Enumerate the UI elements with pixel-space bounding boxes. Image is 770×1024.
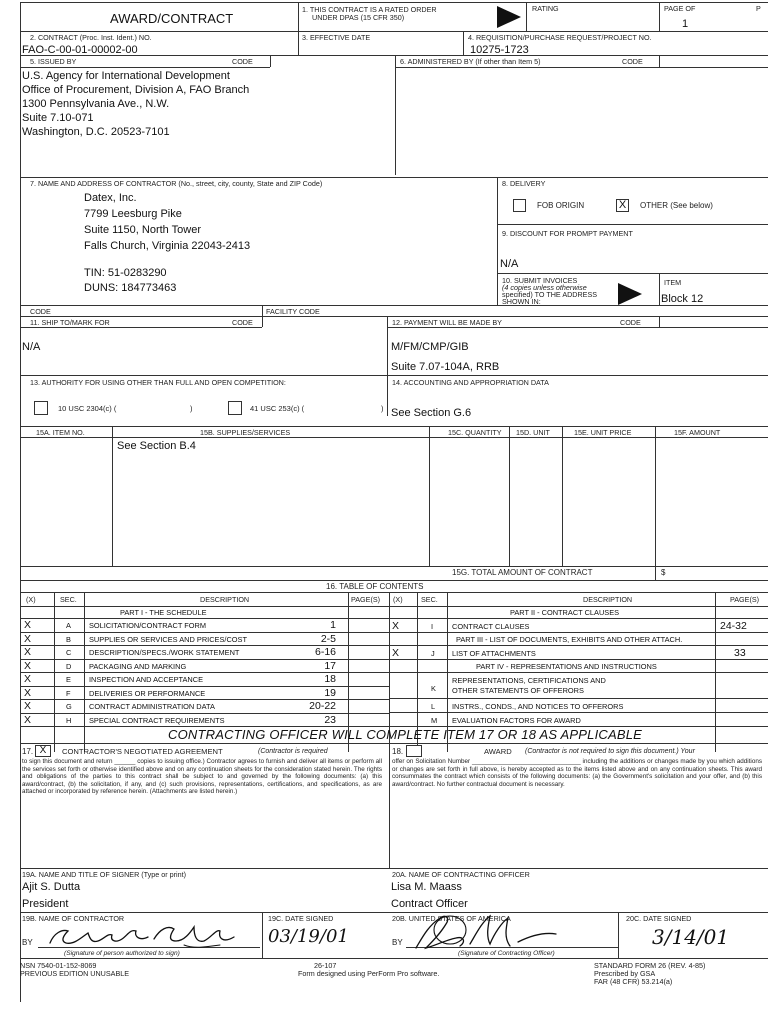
toc-row-x: X [24,619,32,631]
officer-signature [406,908,618,956]
toc-row-x: X [24,673,32,685]
total-amount-label: 15G. TOTAL AMOUNT OF CONTRACT [452,568,593,577]
item18-title: AWARD [484,747,512,756]
rule [20,743,768,744]
rule [389,712,768,713]
officer-name: Lisa M. Maass [391,881,462,893]
contracting-officer-banner: CONTRACTING OFFICER WILL COMPLETE ITEM 17 OR 18 AS APPLICABLE [168,727,643,742]
address-line: Falls Church, Virginia 22043-2413 [84,240,251,252]
unit-header: 15D. UNIT [516,428,550,437]
rule [20,177,768,178]
submit-invoices-label: 10. SUBMIT INVOICES [502,276,578,285]
rule [20,958,768,959]
rule [387,327,768,328]
toc-pages-header: PAGE(S) [351,595,381,604]
rule [659,316,660,327]
toc-row-j-desc: LIST OF ATTACHMENTS [452,649,536,658]
contractor-duns: DUNS: 184773463 [84,282,177,294]
authority-label: 13. AUTHORITY FOR USING OTHER THAN FULL AND OPEN COMPETITION: [30,378,286,387]
toc-row-i-x: X [392,620,400,632]
contractor-date-label: 19C. DATE SIGNED [268,914,334,923]
effective-date-label: 3. EFFECTIVE DATE [302,33,371,42]
toc-row-sec: E [66,675,71,684]
rule [463,31,464,55]
other-delivery-checkbox[interactable]: X [616,199,629,212]
issued-by-label: 5. ISSUED BY [30,57,77,66]
rule [659,273,660,305]
toc-sec-header: SEC. [421,595,438,604]
discount-value: N/A [500,258,519,270]
requisition-label: 4. REQUISITION/PURCHASE REQUEST/PROJECT NO. [468,33,652,42]
rule [20,305,768,306]
payment-code-label: CODE [620,318,641,327]
contractor-date-signed: 03/19/01 [268,926,349,947]
contractor-signature-note: (Signature of person authorized to sign) [64,950,180,957]
unit-price-header: 15E. UNIT PRICE [574,428,632,437]
contractor-by-label: BY [22,938,33,947]
rule [389,645,768,646]
item17-note: (Contractor is required [258,748,328,755]
authority-2304-label: 10 USC 2304(c) ( [58,404,117,413]
issued-by-address [22,70,249,138]
toc-row-desc: SUPPLIES OR SERVICES AND PRICES/COST [89,634,247,644]
address-line: U.S. Agency for International Development [22,70,230,82]
administered-by-label: 6. ADMINISTERED BY (If other than Item 5) [400,57,541,66]
toc-part-1: PART I - THE SCHEDULE [120,608,207,617]
supplies-body: See Section B.4 [117,440,196,452]
signer-title: President [22,898,69,910]
page-of-label: PAGE OF [664,4,696,13]
item17-text: to sign this document and return ______ copies to issuing office.) Contractor agrees to furnish and deliver all items or perform all the services set forth or otherwise identified above and on any continuation sheets for the consideration stated herein. The rights and obligations of the parties to this contract shall be subject to and governed by the following documents: (a) this award/contract, (b) the solicitation, if any, and (c) such provisions, representations, certifications, and specifications, as are attached or incorporated by reference herein. (Attachments are listed herein.) [22,758,382,796]
rule [20,912,768,913]
rule [20,437,768,438]
rule [395,55,396,175]
rule [20,868,768,869]
signer-name: Ajit S. Dutta [22,881,81,893]
toc-part-4: PART IV - REPRESENTATIONS AND INSTRUCTIONS [476,662,657,671]
toc-sec-header: SEC. [60,595,77,604]
delivery-label: 8. DELIVERY [502,179,546,188]
rule [509,426,510,566]
negotiated-agreement-checkbox[interactable]: X [35,745,51,757]
toc-row-l-sec: L [431,702,436,711]
rule [20,2,768,3]
submit-invoices-label-3: specified) TO THE ADDRESS [502,290,598,299]
rule [655,426,656,581]
rule [20,327,262,328]
page-number: 1 [682,18,689,30]
rule [389,743,390,868]
item18-number: 18. [392,747,404,756]
address-line: Suite 7.10-071 [22,112,94,124]
standard-form-label: STANDARD FORM 26 (REV. 4-85) [594,961,706,970]
rule [262,305,263,316]
rule [262,316,263,327]
item-no-header: 15A. ITEM NO. [36,428,85,437]
prescribed-by: Prescribed by GSA [594,969,656,978]
rule [270,55,271,67]
rule [20,726,389,727]
rule [20,592,768,593]
contractor-address [84,192,250,252]
form-title: AWARD/CONTRACT [110,11,234,26]
toc-pages-header: PAGE(S) [730,595,760,604]
fob-origin-label: FOB ORIGIN [537,201,585,210]
other-delivery-label: OTHER (See below) [640,201,713,210]
authority-253-close: ) [381,404,384,413]
authority-2304-close: ) [190,404,193,413]
toc-row-k-sec: K [431,684,436,693]
toc-row-j-sec: J [431,649,435,658]
toc-row-j-pages: 33 [734,647,746,659]
rating-label: RATING [532,4,559,13]
issued-code-label: CODE [232,57,253,66]
rule [20,316,768,317]
toc-row-x: X [24,713,32,726]
rule [20,606,768,607]
rule [526,2,527,31]
address-line: 7799 Leesburg Pike [84,208,182,220]
toc-title: 16. TABLE OF CONTENTS [326,582,424,591]
item17-title: CONTRACTOR'S NEGOTIATED AGREEMENT [62,747,223,756]
contractor-label: 7. NAME AND ADDRESS OF CONTRACTOR (No., street, city, county, State and ZIP Code) [30,179,323,188]
toc-row-l-desc: INSTRS., CONDS., AND NOTICES TO OFFERORS [452,702,624,711]
rule [659,55,660,67]
invoice-item-value: Block 12 [661,293,704,305]
toc-row-desc: PACKAGING AND MARKING [89,661,187,671]
submit-invoices-label-4: SHOWN IN: [502,297,541,306]
usa-label: 20B. UNITED STATES OF AMERICA [392,914,511,923]
previous-edition-note: PREVIOUS EDITION UNUSABLE [20,969,130,978]
rule [389,632,768,633]
rule [429,426,430,566]
payment-label: 12. PAYMENT WILL BE MADE BY [392,318,502,327]
toc-row-j-x: X [392,647,400,659]
rule [20,67,270,68]
item17-number: 17. [22,747,34,756]
contract-no: FAO-C-00-01-00002-00 [22,44,138,56]
rule [562,426,563,566]
total-amount-symbol: $ [661,568,666,577]
far-reference: FAR (48 CFR) 53.214(a) [594,977,673,986]
toc-desc-header: DESCRIPTION [200,595,250,604]
quantity-header: 15C. QUANTITY [448,428,502,437]
toc-row-desc: DESCRIPTION/SPECS./WORK STATEMENT [89,648,240,657]
address-line: Suite 1150, North Tower [84,224,201,236]
rule [389,672,768,673]
toc-row-sec: H [66,715,72,725]
triangle-right-icon [618,283,642,305]
nsn-number: NSN 7540-01-152-8069 [20,961,97,970]
rated-order-label: 1. THIS CONTRACT IS A RATED ORDER [302,5,437,14]
rule [262,912,263,958]
fob-origin-checkbox[interactable] [513,199,526,212]
ship-to-value: N/A [22,341,41,353]
amount-header: 15F. AMOUNT [674,428,721,437]
toc-row-desc: SOLICITATION/CONTRACT FORM [89,621,207,630]
facility-code-label: FACILITY CODE [266,307,320,316]
item18-text: offer on Solicitation Number _______________________________ including the additions or changes made by you which additions or changes are set forth in full above, is hereby accepted as to the items listed above and on any continuation sheets. This award consummates the contract which consists of the following documents: (a) the Government's solicitation and your offer, and (b) this award/contract. No further contractual document is necessary. [392,758,762,788]
toc-row-i-desc: CONTRACT CLAUSES [452,622,530,631]
officer-label: 20A. NAME OF CONTRACTING OFFICER [392,870,530,879]
contractor-signature [44,915,254,953]
authority-253-label: 41 USC 253(c) ( [250,404,305,413]
toc-x-header: (X) [26,595,36,604]
toc-row-x: X [24,646,32,658]
toc-row-desc: INSPECTION AND ACCEPTANCE [89,675,204,684]
toc-row-desc: DELIVERIES OR PERFORMANCE [89,688,206,698]
toc-row-sec: G [66,702,72,711]
rule [395,67,768,68]
rule [389,618,768,619]
authority-253-checkbox[interactable] [228,401,242,415]
officer-date-signed: 3/14/01 [652,925,730,949]
contract-no-label: 2. CONTRACT (Proc. Inst. Ident.) NO. [30,33,152,42]
toc-row-sec: F [66,688,71,698]
rule [659,2,660,31]
address-line: Office of Procurement, Division A, FAO Branch [22,84,250,96]
triangle-right-icon [497,6,521,28]
toc-desc-header: DESCRIPTION [583,595,633,604]
payment-line-2: Suite 7.07-104A, RRB [391,361,500,373]
contractor-name-label: 19B. NAME OF CONTRACTOR [22,914,125,923]
designed-note: Form designed using PerForm Pro software. [298,969,440,978]
rule [298,31,299,55]
address-line: 1300 Pennsylvania Ave., N.W. [22,98,170,110]
officer-by-label: BY [392,938,403,947]
rule [20,31,768,32]
form-code: 26-107 [314,961,337,970]
toc-row-x: X [24,700,32,712]
rule [20,2,21,1002]
toc-row-m-desc: EVALUATION FACTORS FOR AWARD [452,716,581,725]
accounting-label: 14. ACCOUNTING AND APPROPRIATION DATA [392,378,549,387]
toc-row-x: X [24,632,32,645]
toc-row-sec: D [66,661,72,671]
toc-row-x: X [24,686,32,699]
rule [389,659,768,660]
address-line: Washington, D.C. 20523-7101 [22,126,170,138]
contractor-tin: TIN: 51-0283290 [84,267,167,279]
rule [298,2,299,31]
toc-row-sec: B [66,634,71,644]
rule [497,224,768,225]
supplies-header: 15B. SUPPLIES/SERVICES [200,428,291,437]
award-contract-form: AWARD/CONTRACT 1. THIS CONTRACT IS A RATED ORDER UNDER DPAS (15 CFR 350) RATING PAGE OF 1 P 2. CONTRACT (Proc. Inst. Ident.) NO. FAO-C-00-01-00002-00 3. EFFECTIVE DATE 4. REQUISITION/PURCHASE REQUEST/PROJECT NO. 10275-1723 5. ISSUED BY CODE U.S. Agency for International Development Office of Procurement, Division A, FAO Branch 1300 Pennsylvania Ave., N.W. Suite 7.10-071 Washington, D.C. 20523-7101 6. ADMINISTERED BY (If other than Item 5) CODE 7. NAME AND ADDRESS OF CONTRACTOR (No., street, city, county, State and ZIP Code) Datex, Inc. 7799 Leesburg Pike Suite 1150, North Tower Falls Church, Virginia 22043-2413 TIN: 51-0283290 DUNS: 184773463 8. DELIVERY FOB ORIGIN X OTHER (See below) 9. DISCOUNT FOR PROMPT PAYMENT N/A 10. SUBMIT INVOICES (4 copies unless otherwise specified) TO THE ADDRESS SHOWN IN: ITEM Block 12 CODE FACILITY CODE 11. SHIP TO/MARK FOR CODE N/A 12. PAYMENT WILL BE MADE BY CODE M/FM/CMP/GIB Suite 7.07-104A, RRB 13. AUTHORITY FOR USING OTHER THAN FULL AND OPEN COMPETITION: 10 USC 2304(c) ( ) 41 USC 253(c) ( ) 14. ACCOUNTING AND APPROPRIATION DATA See Section G.6 15A. ITEM NO. 15B. SUPPLIES/SERVICES 15C. QUANTITY 15D. UNIT 15E. UNIT PRICE 15F. AMOUNT See Section B.4 15G. TOTAL AMOUNT OF CONTRACT $ 16. TABLE OF CONTENTS (X) SEC. DESCRIPTION PAGE(S) (X) SEC. DESCRIPTION PAGE(S) PART I - THE SCHEDULE PART II - CONTRACT CLAUSES X I CONTRACT CLAUSES 24-32 PART III - LIST OF DOCUMENTS, EXHIBITS AND OTHER ATTACH. X J LIST OF ATTACHMENTS 33 PART IV - REPRESENTATIONS AND INSTRUCTIONS K REPRESENTATIONS, CERTIFICATIONS AND OTHER STATEMENTS OF OFFERORS L INSTRS., CONDS., AND NOTICES TO OFFERORS M EVALUATION FACTORS FOR AWARD CONTRACTING OFFICER WILL COMPLETE ITEM 17 OR 18 AS APPLICABLE 17. X CONTRACTOR'S NEGOTIATED AGREEMENT (Contractor is required to sign this document and return ______ copies to issuing office.) Contractor agrees to furnish and deliver all items or perform all the services set forth or otherwise identified above and on any continuation sheets for the consideration stated herein. The rights and obligations of the parties to this contract shall be subject to and governed by the following documents: (a) this award/contract, (b) the solicitation, if any, and (c) such provisions, representations, certifications, and specifications, as are attached or incorporated by reference herein. (Attachments are listed herein.) 18. AWARD (Contractor is not required to sign this document.) Your offer on Solicitation Number _______________________________ including the additions or changes made by you which additions or changes are set forth in full above, is hereby accepted as to the items listed above and on any continuation sheets. This award consummates the contract which consists of the following documents: (a) the Government's solicitation and your offer, and (b) this award/contract. No further contractual document is necessary. 19A. NAME AND TITLE OF SIGNER (Type or print) Ajit S. Dutta President 20A. NAME OF CONTRACTING OFFICER Lisa M. Maass Contract Officer 19B. NAME OF CONTRACTOR BY (Signature of person authorized to sign) 19C. DATE SIGNED 03/19/01 20B. UNITED STATES OF AMERICA BY (Signature of Contracting Officer) 20C. DATE SIGNED 3/14/01 NSN 7540-01-152-8069 PREVIOUS EDITION UNUSABLE 26-107 Form designed using PerForm Pro software. STANDARD FORM 26 (REV. 4-85) Prescribed by GSA FAR (48 CFR) 53.214(a) X A SOLICITATION/CONTRACT FORM 1 X B SUPPLIES OR SERVICES AND PRICES/COST 2-5 X C DESCRIPTION/SPECS./WORK STATEMENT 6-16 X D PACKAGING AND MARKING 17 X E INSPECTION AND ACCEPTANCE 18 X F DELIVERIES OR PERFORMANCE 19 X G CONTRACT ADMINISTRATION DATA 20-22 X H SPECIAL CONTRACT REQUIREMENTS 23 [0,0,770,1024]
address-line: Datex, Inc. [84,192,137,204]
rated-order-label-2: UNDER DPAS (15 CFR 350) [312,13,405,22]
rule [389,698,768,699]
rule [20,580,768,581]
officer-date-label: 20C. DATE SIGNED [626,914,692,923]
discount-label: 9. DISCOUNT FOR PROMPT PAYMENT [502,229,633,238]
officer-signature-note: (Signature of Contracting Officer) [458,950,555,957]
rule [20,375,768,376]
page-clipped-label: P [756,4,761,13]
toc-row-sec: C [66,648,72,657]
payment-line-1: M/FM/CMP/GIB [391,341,469,353]
rule [387,316,388,416]
toc-part-2: PART II - CONTRACT CLAUSES [510,608,620,617]
rule [497,273,768,274]
contractor-code-label: CODE [30,307,51,316]
toc-row-desc: CONTRACT ADMINISTRATION DATA [89,702,215,711]
toc-x-header: (X) [393,595,403,604]
rule [497,177,498,305]
toc-row-desc: SPECIAL CONTRACT REQUIREMENTS [89,715,225,725]
toc-row-i-pages: 24-32 [720,620,747,632]
award-checkbox[interactable] [406,745,422,757]
rule [20,566,768,567]
toc-row-x: X [24,659,32,672]
toc-row-k-desc: REPRESENTATIONS, CERTIFICATIONS AND [452,676,606,685]
rule [20,55,768,56]
toc-row-i-sec: I [431,622,434,631]
invoice-item-label: ITEM [664,278,682,287]
item18-note: (Contractor is not required to sign this document.) Your [525,748,695,755]
requisition-no: 10275-1723 [470,44,529,56]
administered-code-label: CODE [622,57,643,66]
officer-title: Contract Officer [391,898,468,910]
signer-label: 19A. NAME AND TITLE OF SIGNER (Type or print) [22,870,187,879]
submit-invoices-label-2: (4 copies unless otherwise [502,283,587,292]
toc-row-sec: A [66,621,71,630]
toc-row-k-desc-2: OTHER STATEMENTS OF OFFERORS [452,686,584,695]
toc-row-m-sec: M [431,716,438,725]
rule [618,912,619,958]
toc-part-3: PART III - LIST OF DOCUMENTS, EXHIBITS AND OTHER ATTACH. [456,635,683,644]
rule [112,426,113,566]
ship-to-label: 11. SHIP TO/MARK FOR [30,318,110,327]
accounting-value: See Section G.6 [391,407,472,419]
ship-code-label: CODE [232,318,253,327]
authority-2304-checkbox[interactable] [34,401,48,415]
